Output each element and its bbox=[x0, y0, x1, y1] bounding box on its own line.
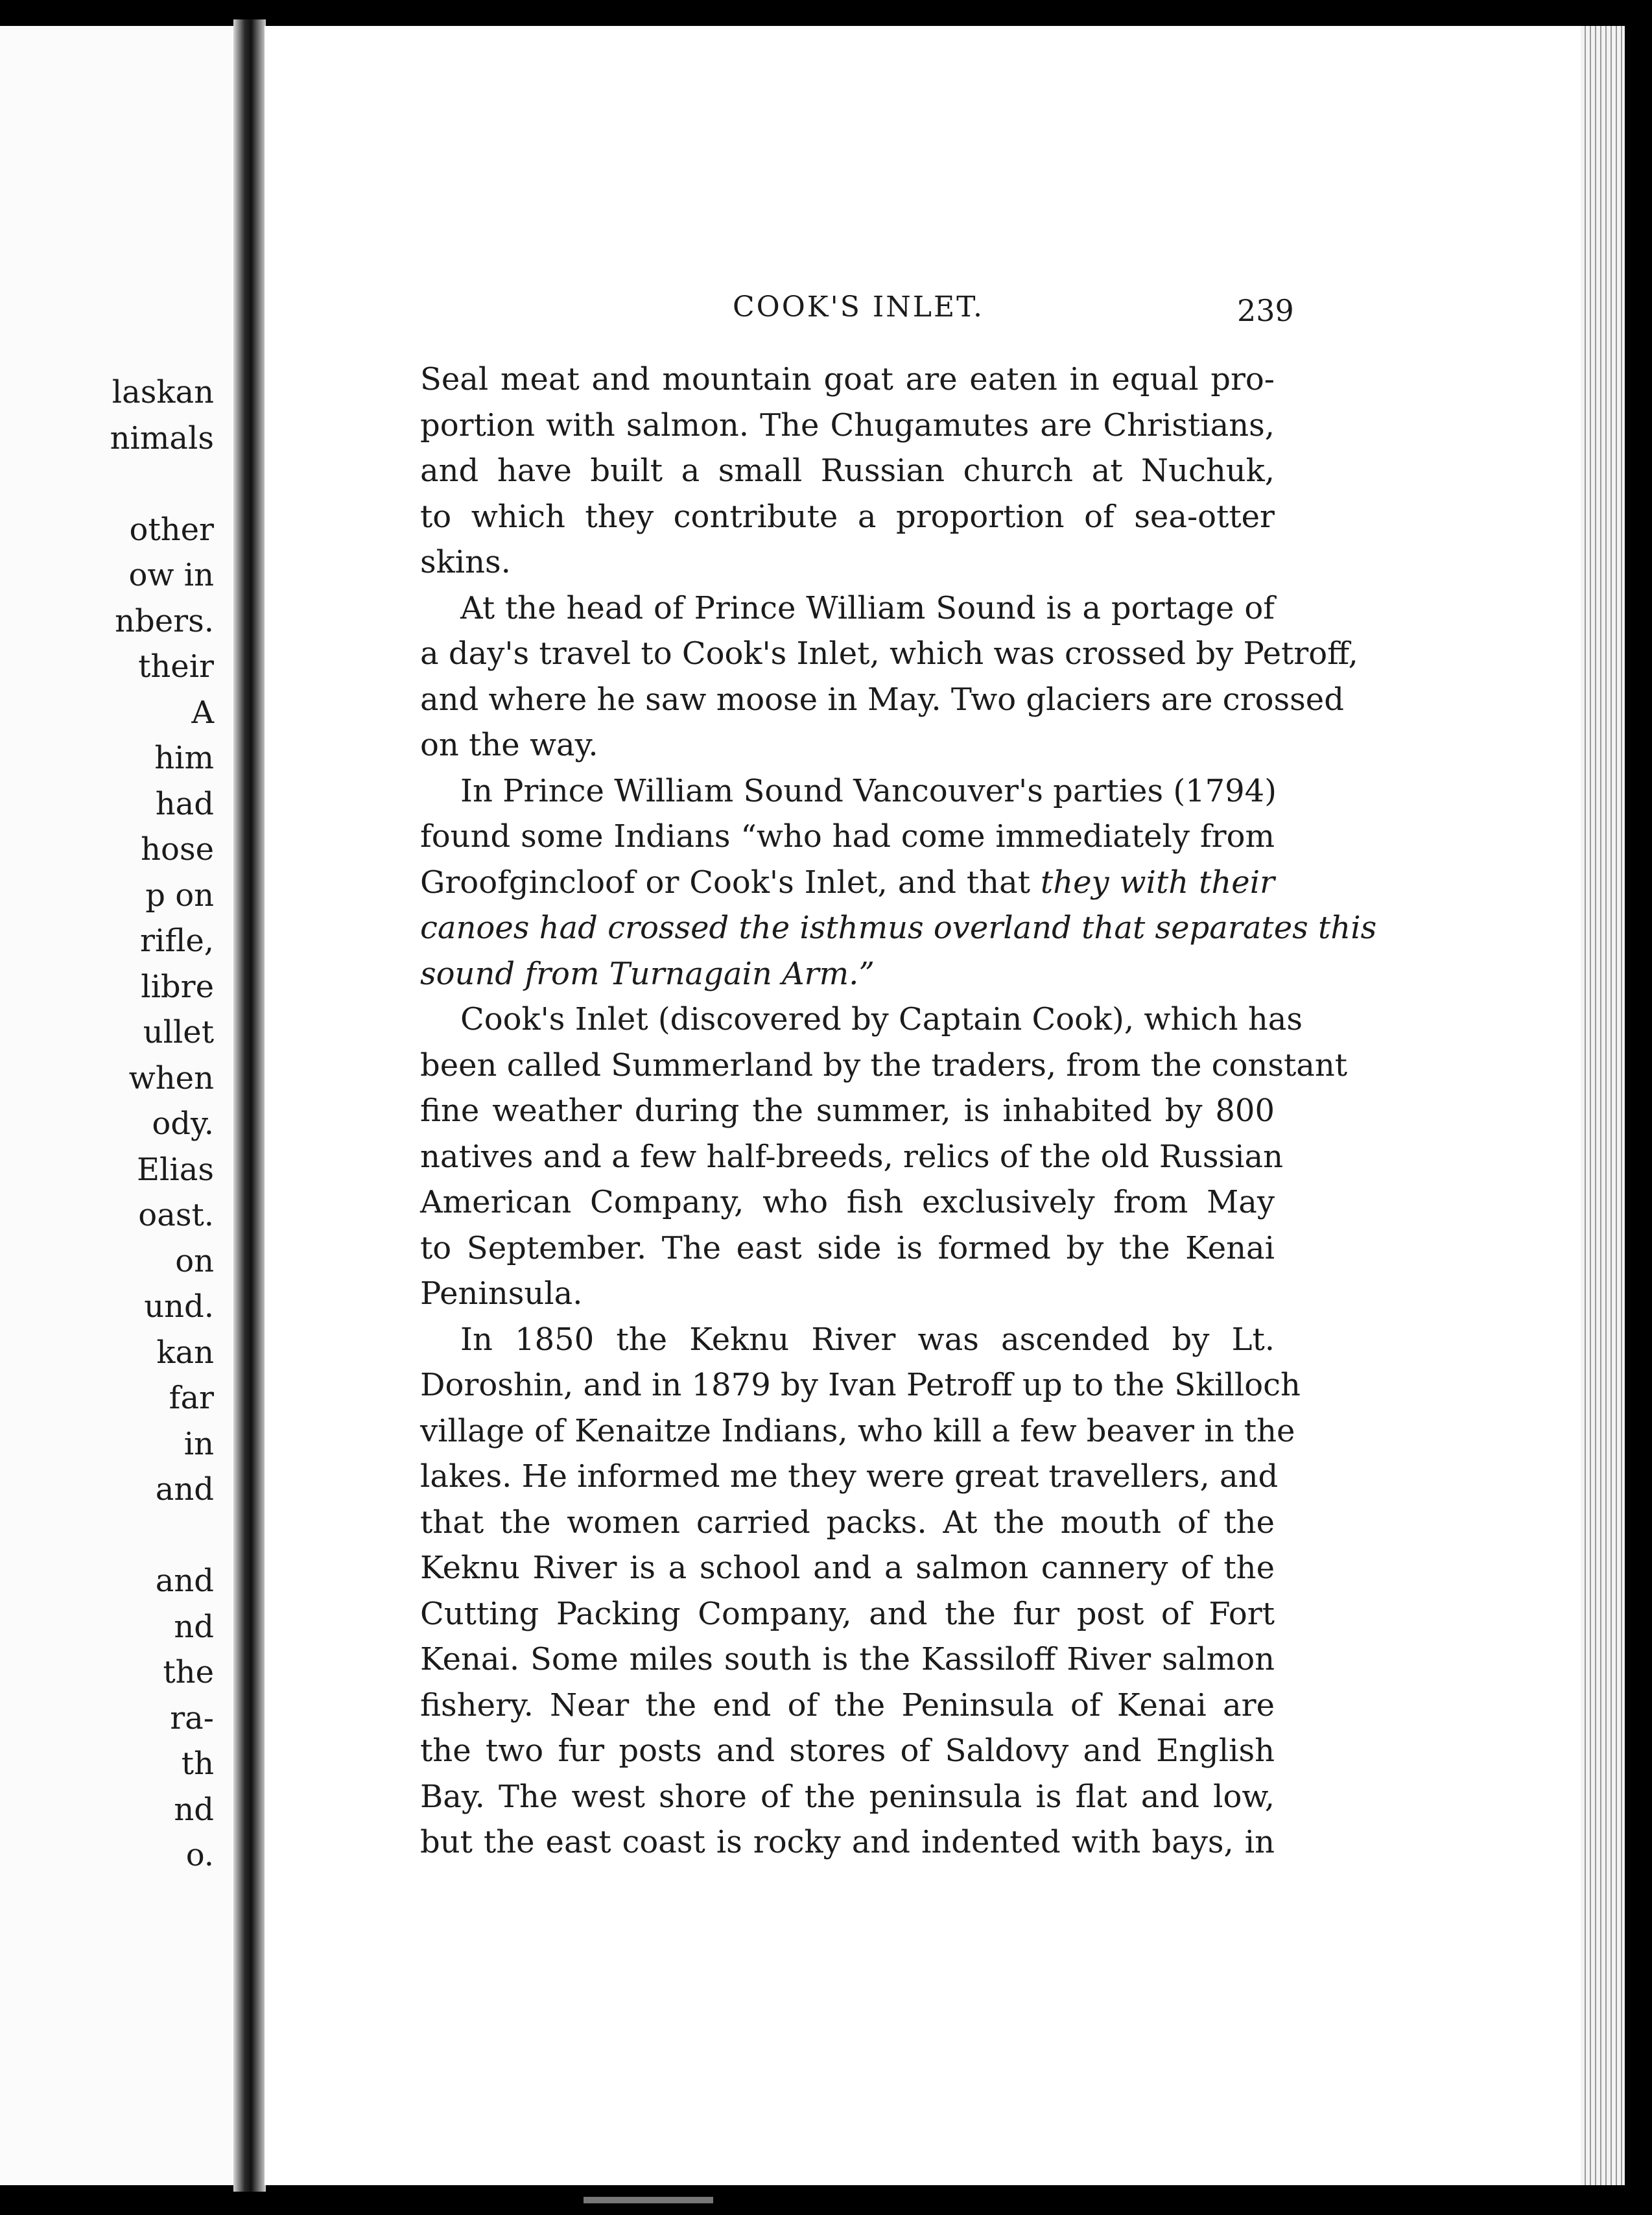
text-line: portion with salmon. The Chugamutes are Christians, bbox=[420, 407, 1275, 444]
left-fragment: when bbox=[128, 1060, 214, 1096]
left-fragment: hose bbox=[141, 831, 214, 868]
left-fragment: nimals bbox=[110, 420, 214, 456]
text-line: Seal meat and mountain goat are eaten in equal pro- bbox=[420, 361, 1275, 397]
left-fragment: their bbox=[138, 648, 214, 685]
italic-quote: they with their bbox=[1040, 864, 1275, 901]
paragraph bbox=[420, 768, 1377, 997]
left-fragment: Elias bbox=[137, 1151, 214, 1188]
running-title: COOK'S INLET. bbox=[733, 290, 984, 324]
text-line: American Company, who fish exclusively from May bbox=[420, 1184, 1275, 1220]
text-line: natives and a few half-breeds, relics of the old Russian bbox=[420, 1138, 1284, 1175]
left-fragment-gap bbox=[0, 461, 214, 507]
text-line: lakes. He informed me they were great travellers, and bbox=[420, 1458, 1279, 1495]
book-gutter bbox=[233, 19, 266, 2192]
paragraph bbox=[420, 997, 1348, 1317]
left-fragment: had bbox=[155, 785, 214, 822]
left-fragment: o. bbox=[185, 1837, 214, 1873]
text-line: Doroshin, and in 1879 by Ivan Petroff up to the Skilloch bbox=[420, 1367, 1301, 1403]
left-fragment: ody. bbox=[152, 1106, 214, 1142]
left-fragment: und. bbox=[144, 1288, 214, 1325]
text-line: Cutting Packing Company, and the fur post of Fort bbox=[420, 1595, 1275, 1632]
left-page-text-fragments bbox=[0, 370, 214, 1878]
left-fragment: rifle, bbox=[140, 923, 214, 959]
left-fragment: ow in bbox=[128, 557, 214, 593]
left-fragment: A bbox=[191, 694, 214, 731]
text-line: but the east coast is rocky and indented with bays, in bbox=[420, 1824, 1275, 1860]
text-line: and have built a small Russian church at Nuchuk, bbox=[420, 453, 1275, 489]
left-fragment: and bbox=[155, 1563, 214, 1599]
left-fragment: and bbox=[155, 1471, 214, 1508]
text-line: village of Kenaitze Indians, who kill a few beaver in the bbox=[420, 1412, 1295, 1449]
scan-artifact bbox=[584, 2197, 713, 2203]
text-line: on the way. bbox=[420, 727, 598, 763]
text-line: Peninsula. bbox=[420, 1275, 583, 1312]
text-line: In Prince William Sound Vancouver's parties (1794) bbox=[460, 772, 1277, 809]
left-fragment: laskan bbox=[112, 374, 214, 410]
text-line: been called Summerland by the traders, from the constant bbox=[420, 1047, 1348, 1084]
page-body bbox=[420, 357, 1377, 1866]
left-fragment: ra- bbox=[170, 1700, 214, 1736]
text-line: fine weather during the summer, is inhabited by 800 bbox=[420, 1093, 1275, 1129]
text-line: Cook's Inlet (discovered by Captain Cook), which has bbox=[460, 1001, 1303, 1037]
left-fragment: ullet bbox=[143, 1014, 214, 1050]
left-fragment: libre bbox=[141, 968, 214, 1005]
text-line: a day's travel to Cook's Inlet, which was crossed by Petroff, bbox=[420, 635, 1358, 672]
text-line: At the head of Prince William Sound is a portage of bbox=[460, 589, 1275, 626]
text-line-mixed bbox=[420, 860, 1275, 906]
left-fragment: the bbox=[163, 1654, 214, 1690]
text-line: Kenai. Some miles south is the Kassiloff River salmon bbox=[420, 1641, 1275, 1677]
text-line: and where he saw moose in May. Two glaciers are crossed bbox=[420, 681, 1344, 718]
paragraph bbox=[420, 357, 1275, 586]
left-fragment: p on bbox=[145, 877, 214, 914]
text-line: fishery. Near the end of the Peninsula of Kenai are bbox=[420, 1687, 1275, 1723]
text-line: In 1850 the Keknu River was ascended by Lt. bbox=[460, 1321, 1275, 1358]
left-facing-page bbox=[0, 26, 233, 2185]
text-line: skins. bbox=[420, 544, 511, 580]
text-line: the two fur posts and stores of Saldovy and English bbox=[420, 1733, 1275, 1769]
text-segment: Groofgincloof or Cook's Inlet, and that bbox=[420, 864, 1030, 901]
left-fragment-gap bbox=[0, 1513, 214, 1559]
text-line: Bay. The west shore of the peninsula is flat and low, bbox=[420, 1778, 1275, 1815]
left-fragment: far bbox=[169, 1380, 214, 1416]
left-fragment: th bbox=[181, 1746, 214, 1782]
text-line: found some Indians “who had come immediately from bbox=[420, 818, 1275, 855]
page-edges bbox=[1581, 26, 1625, 2185]
left-fragment: nbers. bbox=[115, 602, 214, 639]
left-fragment: nd bbox=[174, 1791, 214, 1828]
paragraph bbox=[420, 586, 1358, 768]
left-fragment: him bbox=[154, 740, 214, 776]
text-line: that the women carried packs. At the mouth of the bbox=[420, 1504, 1275, 1541]
left-fragment: in bbox=[183, 1425, 214, 1462]
left-fragment: kan bbox=[156, 1334, 214, 1371]
text-line-italic: sound from Turnagain Arm.” bbox=[420, 955, 875, 992]
text-line: to September. The east side is formed by the Kenai bbox=[420, 1229, 1275, 1266]
text-line-italic: canoes had crossed the isthmus overland that separates this bbox=[420, 910, 1377, 946]
page-number: 239 bbox=[1237, 293, 1294, 328]
text-line: Keknu River is a school and a salmon cannery of the bbox=[420, 1550, 1275, 1586]
left-fragment: nd bbox=[174, 1608, 214, 1645]
text-line: to which they contribute a proportion of sea-otter bbox=[420, 498, 1275, 535]
left-fragment: oast. bbox=[138, 1197, 214, 1233]
paragraph bbox=[420, 1317, 1301, 1866]
left-fragment: other bbox=[129, 511, 214, 548]
left-fragment: on bbox=[175, 1242, 214, 1279]
